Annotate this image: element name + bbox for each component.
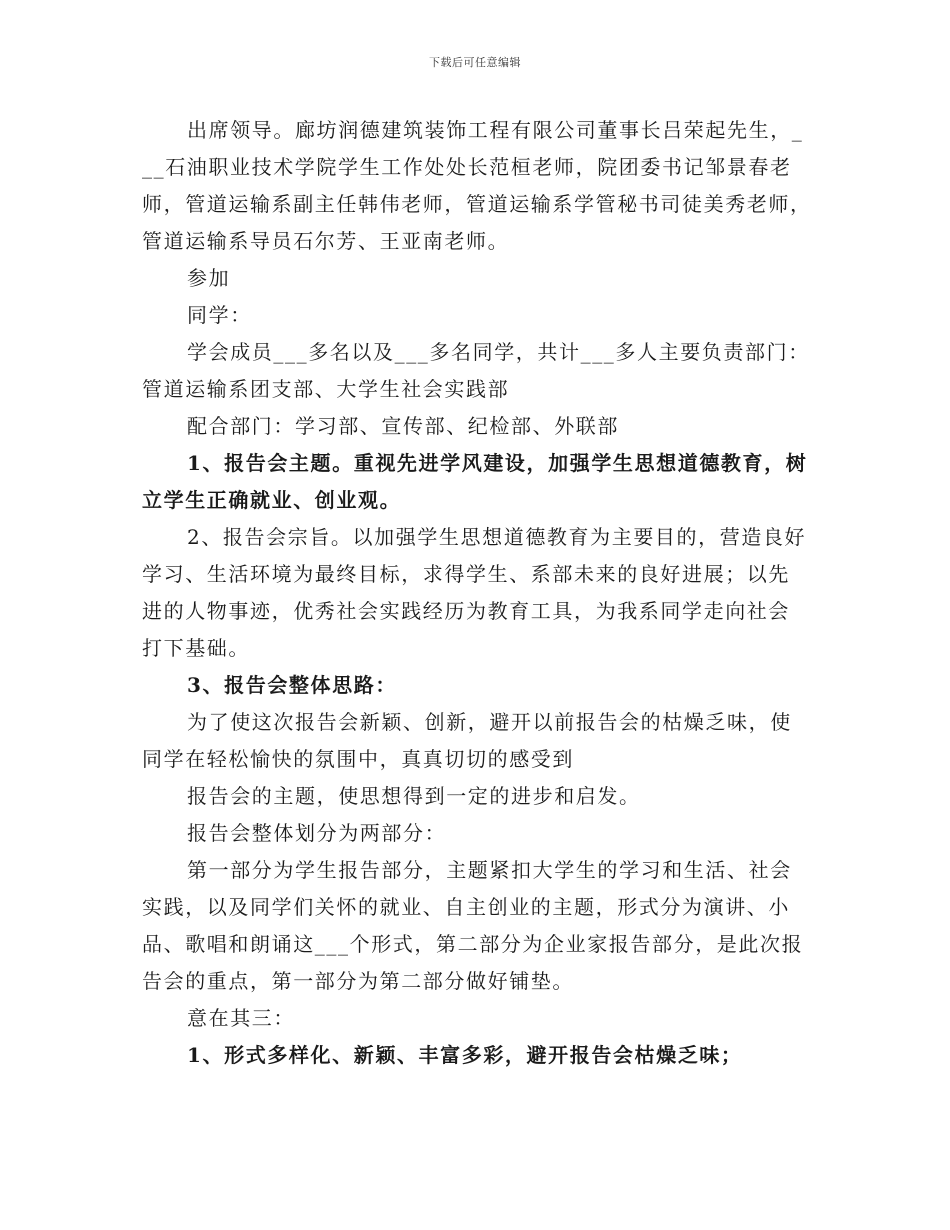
text-line: 报告会整体划分为两部分：: [187, 821, 447, 845]
text-line: 配合部门：学习部、宣传部、纪检部、外联部: [187, 414, 619, 438]
text-line: 学会成员___多名以及___多名同学，共计___多人主要负责部门：: [187, 340, 810, 364]
text-line: 同学：: [187, 303, 252, 327]
text-line: 2、报告会宗旨。以加强学生思想道德教育为主要目的，营造良好: [187, 525, 807, 549]
page-header-note: 下载后可任意编辑: [429, 56, 521, 69]
text-line: 师，管道运输系副主任韩伟老师，管道运输系学管秘书司徒美秀老师，: [142, 192, 812, 216]
text-line: 出席领导。廊坊润德建筑装饰工程有限公司董事长吕荣起先生，_: [187, 118, 804, 142]
text-line: 品、歌唱和朗诵这___个形式，第二部分为企业家报告部分，是此次报: [142, 932, 804, 956]
section-heading-line: 3、报告会整体思路：: [187, 673, 397, 697]
text-line: 告会的重点，第一部分为第二部分做好铺垫。: [142, 969, 574, 993]
text-line: 管道运输系导员石尔芳、王亚南老师。: [142, 229, 510, 253]
text-line: 同学在轻松愉快的氛围中，真真切切的感受到: [142, 747, 574, 771]
text-line: 管道运输系团支部、大学生社会实践部: [142, 377, 510, 401]
text-line: 进的人物事迹，优秀社会实践经历为教育工具，为我系同学走向社会: [142, 599, 790, 623]
text-line: 学习、生活环境为最终目标，求得学生、系部未来的良好进展；以先: [142, 562, 790, 586]
text-line: 第一部分为学生报告部分，主题紧扣大学生的学习和生活、社会: [187, 858, 792, 882]
text-line: 报告会的主题，使思想得到一定的进步和启发。: [187, 784, 641, 808]
text-line: 意在其三：: [187, 1006, 295, 1030]
text-line: __石油职业技术学院学生工作处处长范桓老师，院团委书记邹景春老: [142, 155, 792, 179]
text-line: 实践，以及同学们关怀的就业、自主创业的主题，形式分为演讲、小: [142, 895, 790, 919]
section-heading-line: 1、报告会主题。重视先进学风建设，加强学生思想道德教育，树: [187, 451, 808, 475]
section-heading-line: 1、形式多样化、新颖、丰富多彩，避开报告会枯燥乏味；: [187, 1043, 743, 1067]
text-line: 打下基础。: [142, 636, 250, 660]
document-body: [142, 112, 832, 1074]
section-heading-line: 立学生正确就业、创业观。: [142, 488, 402, 512]
text-line: 为了使这次报告会新颖、创新，避开以前报告会的枯燥乏味，使: [187, 710, 792, 734]
text-line: 参加: [187, 266, 231, 290]
